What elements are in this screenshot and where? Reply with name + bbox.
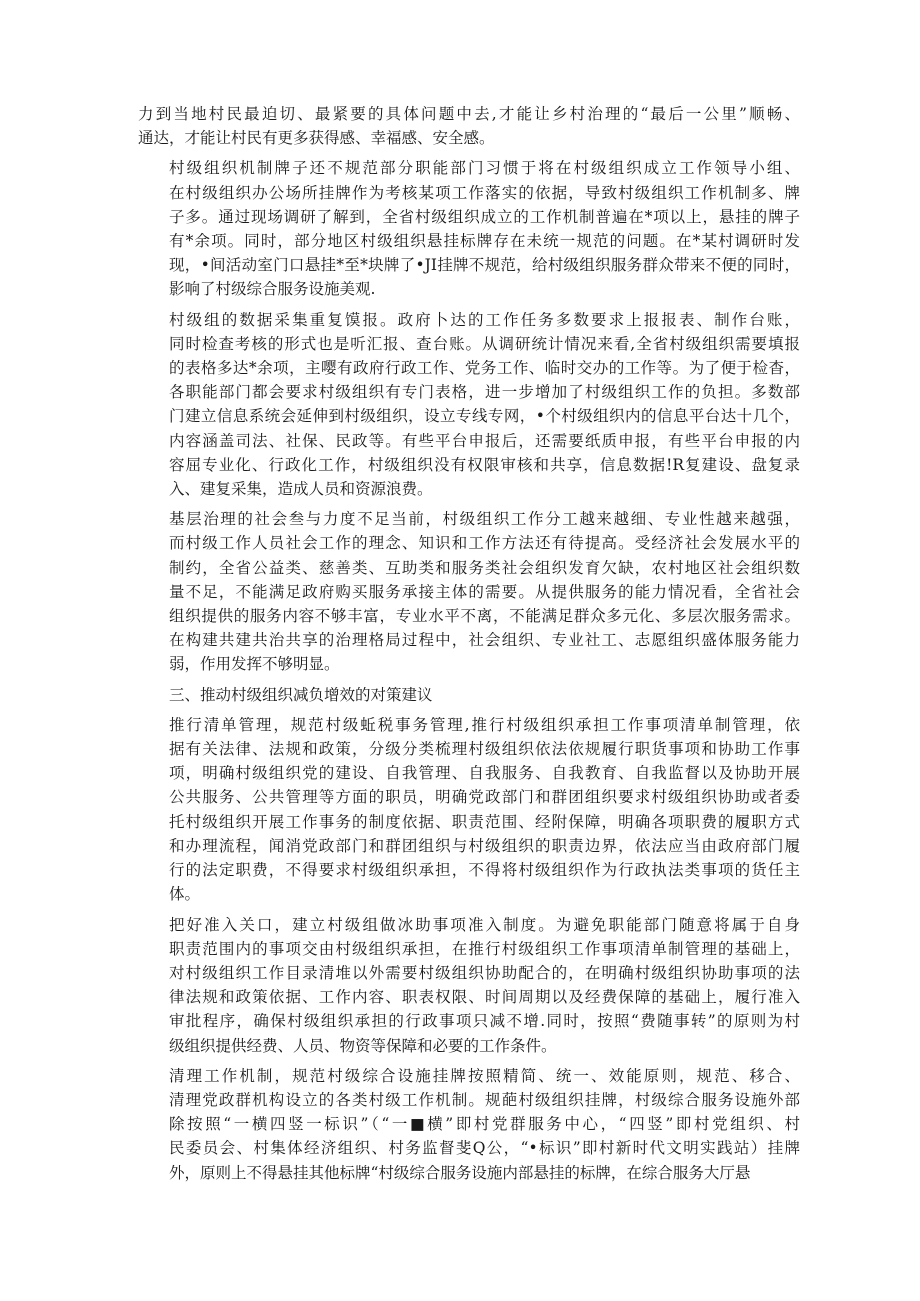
text-line: 清理党政群机构设立的各类村级工作机制。规葩村级组织挂牌，村级综合服务设施外部	[169, 1090, 800, 1109]
text-line: 在村级组织办公场所挂牌作为考核某项工作落实的依据，导致村级组织工作机制多、牌	[169, 183, 800, 202]
text-line: 在构建共建共治共享的治理格局过程中，社会组织、专业社工、志愿组织盛体服务能力	[169, 631, 800, 650]
text-line: 行的法定职费，不得要求村级组织承担，不得将村级组织作为行政执法类事项的货任主	[169, 861, 800, 880]
text-line: 量不足，不能满足政府购买服务承接主体的需要。从提供服务的能力情况看，全省社会	[169, 582, 800, 601]
text-line: 推行清单管理，规范村级蚯税事务管理,推行村级组织承担工作事项清单制管理，依	[169, 715, 800, 734]
text-line: 容屈专业化、行政化工作，村级组织没有权限审核和共享，信息数据!R复建设、盘复录	[169, 455, 800, 474]
text-line: 有*余项。同时，部分地区村级组织悬挂标牌存在未统一规范的问题。在*某村调研时发	[169, 232, 800, 251]
paragraph	[138, 713, 800, 907]
text-line: 民委员会、村集体经济组织、村务监督斐Q公，“•标识”即村新时代文明实践站）挂牌	[169, 1139, 800, 1158]
text-line: 清理工作机制，规范村级综合设施挂牌按照精简、统一、效能原则，规范、移合、	[169, 1066, 800, 1085]
text-line: 三、推动村级组织减负增效的对策建议	[169, 685, 433, 704]
text-line: 入、建复采集，造成人员和资源浪费。	[169, 480, 433, 499]
paragraph	[138, 507, 800, 676]
text-line: 影响了村级综合服务设施美观.	[169, 280, 376, 299]
text-line: 职责范围内的事项交由村级组织承担，在推行村级组织工作事项清单制管理的基础上，	[169, 939, 800, 958]
text-line: 而村级工作人员社会工作的理念、知识和工作方法还有待提高。受经济社会发展水平的	[169, 534, 800, 553]
text-line: 内容涵盖司法、社保、民政等。有些平台申报后，还需要纸质申报，有些平台申报的内	[169, 431, 800, 450]
document-page	[138, 102, 800, 1191]
text-line: 级组织提供经费、人员、物资等保障和必要的工作条件。	[169, 1036, 557, 1055]
text-line: 弱，作用发挥不够明显。	[169, 655, 340, 674]
paragraph	[138, 308, 800, 502]
paragraph	[138, 102, 800, 150]
text-line: 和办理流程，闻消党政部门和群团组织与村级组织的职责边界，依法应当由政府部门履	[169, 836, 800, 855]
section-heading	[138, 683, 800, 707]
text-line: 同时检查考核的形式也是听汇报、查台账。从调研统计情况来看,全省村级组织需要填报	[169, 334, 800, 353]
text-line: 体。	[169, 885, 201, 904]
text-line: 力到当地村民最迫切、最紧要的具体问题中去,才能让乡村治理的“最后一公里”顺畅、	[138, 105, 800, 123]
text-line: 托村级组织开展工作事务的制度依据、职责范围、经附保障，明确各项职费的履职方式	[169, 812, 800, 831]
text-line: 通达，才能让村民有更多获得感、幸福感、安全感。	[138, 129, 495, 148]
text-line: 各职能部门都会要求村级组织有专门表格，进一步增加了村级组织工作的负担。多数部	[169, 383, 800, 402]
paragraph	[138, 1064, 800, 1185]
text-line: 审批程序，确保村级组织承担的行政事项只减不增.同时，按照“费随事转”的原则为村	[169, 1012, 800, 1031]
text-line: 把好准入关口，建立村级组做冰助事项准入制度。为避免职能部门随意将属于自身	[169, 915, 800, 934]
text-line: 对村级组织工作目录清堆以外需要村级组织协助配合的，在明确村级组织协助事项的法	[169, 963, 800, 982]
text-line: 基层治理的社会叁与力度不足当前，村级组织工作分工越来越细、专业性越来越强，	[169, 510, 800, 529]
paragraph	[138, 156, 800, 301]
text-line: 现，•间活动室门口悬挂*至*块牌了•JI挂牌不规范，给村级组织服务群众带来不便的同时，	[169, 256, 800, 275]
text-line: 项，明确村级组织党的建设、自我管理、自我服务、自我教育、自我监督以及协助开展	[169, 764, 800, 783]
text-line: 子多。通过现场调研了解到，全省村级组织成立的工作机制普遍在*项以上，悬挂的牌子	[169, 207, 800, 226]
text-line: 组织提供的服务内容不够丰富，专业水平不离，不能满足群众多元化、多层次服务需求。	[169, 607, 800, 626]
text-line: 制约，全省公益类、慈善类、互助类和服务类社会组织发育欠缺，农村地区社会组织数	[169, 558, 800, 577]
text-line: 门建立信息系统会延伸到村级组织，设立专线专网，•个村级组织内的信息平台达十几个，	[169, 407, 800, 426]
text-line: 的表格多达*余项，主嘤有政府行政工作、党务工作、临时交办的工作等。为了便于检杳，	[169, 359, 800, 378]
text-line: 村级组的数据采集重复馍报。政府卜达的工作任务多数要求上报报表、制作台账，	[169, 310, 800, 329]
text-line: 据有关法律、法规和政策，分级分类梳理村级组织依法依规履行职货事项和协助工作事	[169, 740, 800, 759]
text-line: 公共服务、公共管理等方面的职员，明确党政部门和群团组织要求村级组织协助或者委	[169, 788, 800, 807]
paragraph	[138, 913, 800, 1058]
text-line: 除按照“一横四竖一标识”（“一■横”即村党群服务中心，“四竖”即村党组织、村	[169, 1115, 800, 1134]
text-line: 外，原则上不得悬挂其他标牌“村级综合服务设施内部悬挂的标牌，在综合服务大厅悬	[169, 1163, 751, 1182]
text-line: 律法规和政策依据、工作内容、职表权限、时间周期以及经费保障的基础上，履行准入	[169, 988, 800, 1007]
text-line: 村级组织机制牌子还不规范部分职能部门习惯于将在村级组织成立工作领导小组、	[169, 159, 800, 178]
